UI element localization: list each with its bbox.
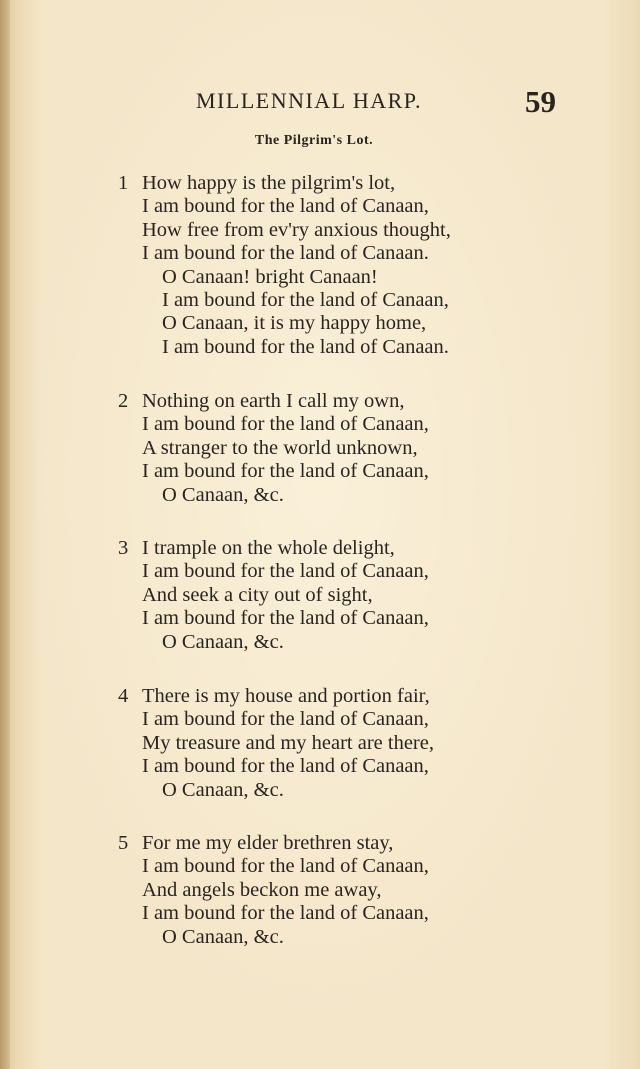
line-text: I am bound for the land of Canaan, (142, 607, 429, 630)
line-text: I am bound for the land of Canaan, (142, 708, 429, 731)
line-text: O Canaan, &c. (162, 925, 284, 948)
line-text: And angels beckon me away, (142, 878, 382, 901)
line-text: O Canaan, &c. (162, 630, 284, 653)
line-text: O Canaan, &c. (162, 483, 284, 506)
stanza-number: 2 (118, 390, 129, 412)
line-text: A stranger to the world unknown, (142, 436, 418, 459)
line-text: I am bound for the land of Canaan, (142, 195, 429, 218)
stanza-number: 4 (118, 685, 129, 707)
line-text: I am bound for the land of Canaan, (142, 855, 429, 878)
line-text: There is my house and portion fair, (142, 685, 430, 707)
line-text: For me my elder brethren stay, (142, 832, 394, 854)
running-title: MILLENNIAL HARP. (196, 88, 423, 113)
stanza-number: 5 (118, 832, 129, 854)
stanza-number: 3 (118, 537, 129, 559)
line-text: I am bound for the land of Canaan. (162, 335, 449, 358)
line-text: I am bound for the land of Canaan, (142, 413, 429, 436)
line-text: I am bound for the land of Canaan, (162, 288, 449, 311)
stanza-number: 1 (118, 172, 129, 194)
page-gutter-shadow (0, 0, 10, 1069)
line-text: I am bound for the land of Canaan, (142, 460, 429, 483)
hymn-title: The Pilgrim's Lot. (254, 133, 374, 148)
line-text: My treasure and my heart are there, (142, 731, 434, 754)
line-text: How happy is the pilgrim's lot, (142, 172, 396, 194)
line-text: How free from ev'ry anxious thought, (142, 218, 451, 241)
line-text: I am bound for the land of Canaan. (142, 242, 429, 265)
line-text: O Canaan! bright Canaan! (162, 265, 378, 288)
line-text: O Canaan, it is my happy home, (162, 312, 427, 335)
line-text: And seek a city out of sight, (142, 583, 373, 606)
line-text: O Canaan, &c. (162, 778, 284, 801)
line-text: Nothing on earth I call my own, (142, 390, 405, 412)
line-text: I am bound for the land of Canaan, (142, 755, 429, 778)
page-header (0, 84, 640, 124)
line-text: I am bound for the land of Canaan, (142, 560, 429, 583)
page-number: 59 (525, 84, 556, 119)
line-text: I am bound for the land of Canaan, (142, 902, 429, 925)
line-text: I trample on the whole delight, (142, 537, 395, 559)
